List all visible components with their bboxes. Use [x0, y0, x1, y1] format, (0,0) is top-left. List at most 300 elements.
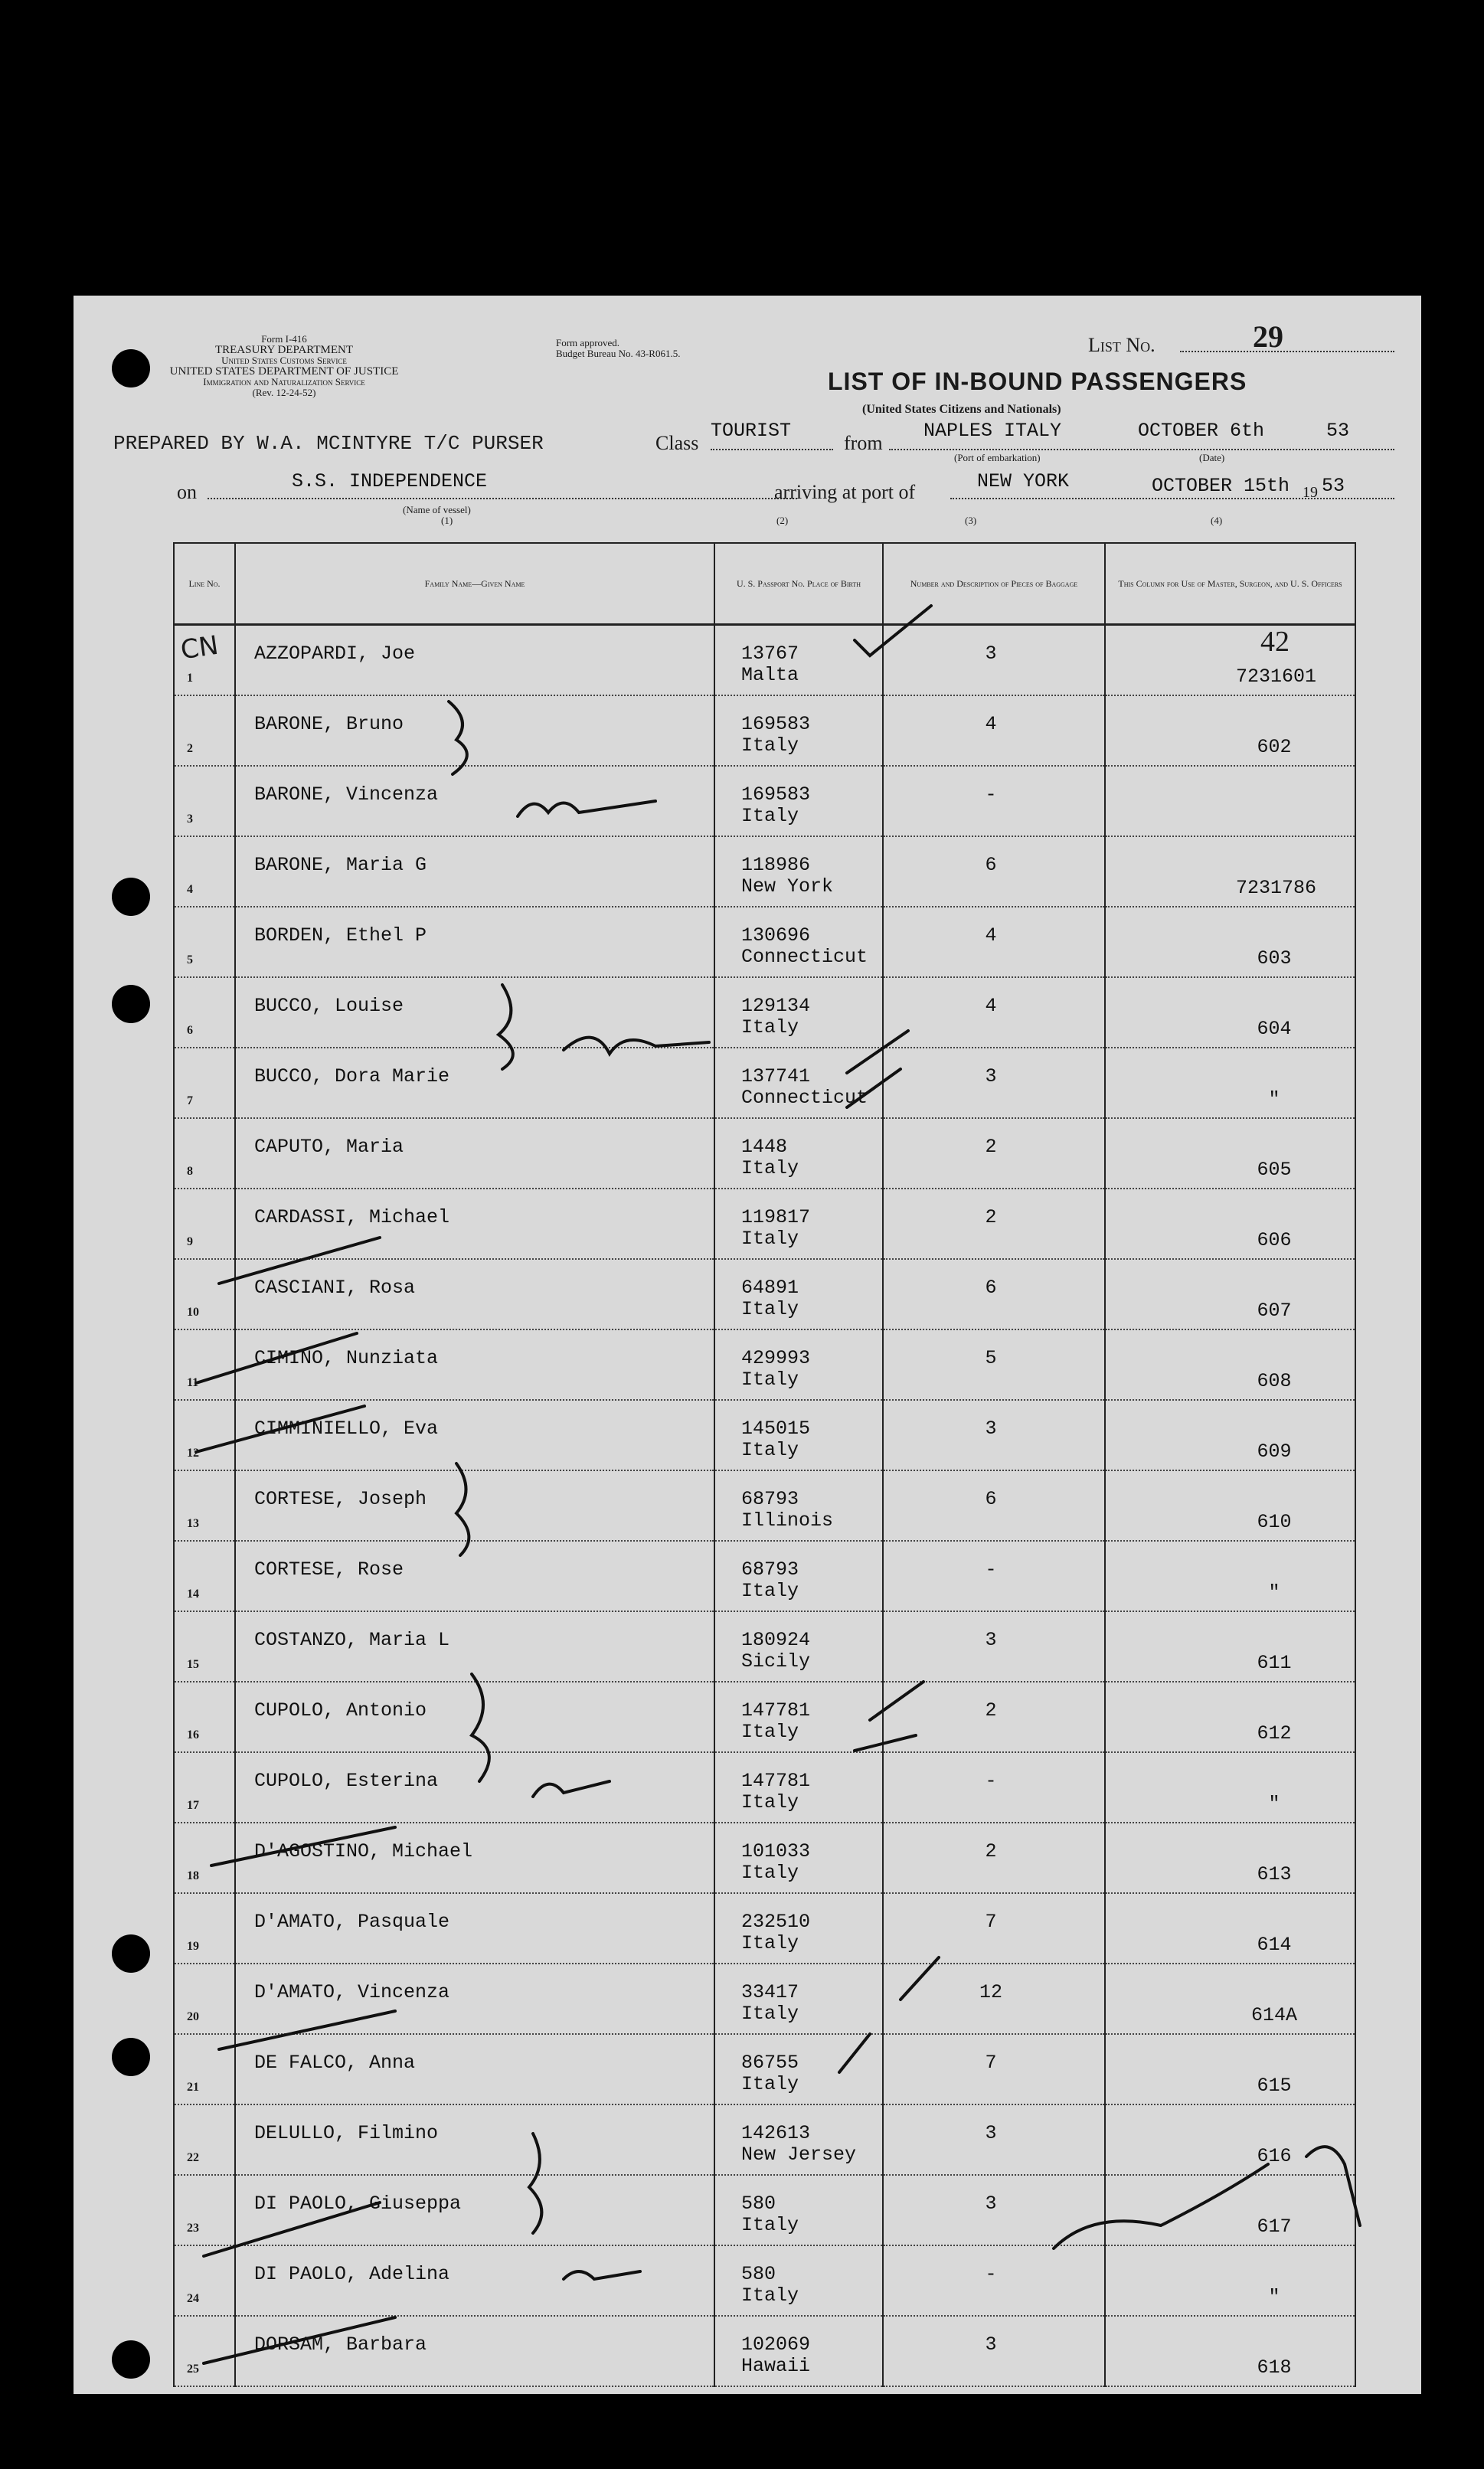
name-cell — [235, 1470, 714, 1541]
name-cell — [235, 1823, 714, 1893]
prepared-by: PREPARED BY W.A. MCINTYRE T/C PURSER — [113, 432, 544, 455]
place-of-birth: Connecticut — [741, 946, 868, 968]
passport-number: 145015 — [741, 1418, 811, 1440]
line-number: 12 — [187, 1447, 199, 1460]
baggage-count: 3 — [985, 2333, 997, 2356]
passport-number: 33417 — [741, 1981, 799, 2003]
baggage-count: 3 — [985, 1065, 997, 1087]
baggage-count: 3 — [985, 1418, 997, 1440]
baggage-cell — [883, 1964, 1105, 2034]
place-of-birth: Italy — [741, 1791, 799, 1813]
passport-number: 129134 — [741, 995, 811, 1017]
immigration-service: Immigration and Naturalization Service — [203, 376, 365, 388]
name-cell — [235, 1048, 714, 1118]
officer-cell — [1105, 1682, 1355, 1752]
document-page — [74, 296, 1421, 2394]
officer-cell — [1105, 1259, 1355, 1329]
baggage-cell — [883, 1682, 1105, 1752]
line-cell — [174, 1541, 235, 1611]
baggage-cell — [883, 766, 1105, 836]
officer-entry: 7231786 — [1236, 877, 1317, 899]
passenger-name: DELULLO, Filmino — [254, 2122, 439, 2144]
table-row — [174, 625, 1355, 696]
passport-cell — [714, 1964, 883, 2034]
name-cell — [235, 907, 714, 977]
name-cell — [235, 1400, 714, 1470]
place-of-birth: Italy — [741, 1862, 799, 1884]
baggage-cell — [883, 695, 1105, 766]
name-cell — [235, 1611, 714, 1682]
baggage-count: 4 — [985, 995, 997, 1017]
line-number: 6 — [187, 1024, 193, 1037]
header-line-no: Line No. — [174, 543, 235, 625]
line-number: 5 — [187, 953, 193, 966]
passport-number: 429993 — [741, 1347, 811, 1369]
baggage-cell — [883, 1189, 1105, 1259]
place-of-birth: Italy — [741, 1369, 799, 1391]
baggage-cell — [883, 2175, 1105, 2245]
passenger-name: AZZOPARDI, Joe — [254, 643, 416, 665]
list-no-rule — [1180, 351, 1394, 352]
passport-cell — [714, 2245, 883, 2316]
table-row — [174, 977, 1355, 1048]
baggage-count: 3 — [985, 2193, 997, 2215]
line-number: 7 — [187, 1094, 193, 1107]
table-row — [174, 2245, 1355, 2316]
place-of-birth: Italy — [741, 1157, 799, 1179]
name-cell — [235, 2034, 714, 2104]
from-value: NAPLES ITALY — [923, 420, 1062, 442]
line-number: 4 — [187, 883, 193, 896]
line-cell — [174, 1400, 235, 1470]
officer-entry: 617 — [1257, 2216, 1292, 2238]
passport-cell — [714, 1682, 883, 1752]
class-label: Class — [655, 432, 699, 454]
vessel-caption: (Name of vessel) — [403, 504, 471, 515]
line-number: 19 — [187, 1940, 199, 1953]
line-cell — [174, 2104, 235, 2175]
officer-entry: 602 — [1257, 736, 1292, 758]
officer-cell — [1105, 1541, 1355, 1611]
port-embark-caption: (Port of embarkation) — [954, 452, 1041, 463]
line-number: 20 — [187, 2010, 199, 2023]
passport-number: 119817 — [741, 1206, 811, 1228]
baggage-cell — [883, 1823, 1105, 1893]
table-row — [174, 2034, 1355, 2104]
passenger-name: CASCIANI, Rosa — [254, 1277, 416, 1299]
line-number: 23 — [187, 2222, 199, 2235]
line-cell — [174, 766, 235, 836]
passport-number: 169583 — [741, 713, 811, 735]
passport-number: 147781 — [741, 1770, 811, 1792]
officer-cell — [1105, 907, 1355, 977]
line-number: 17 — [187, 1799, 199, 1812]
place-of-birth: Italy — [741, 1580, 799, 1602]
line-number: 21 — [187, 2081, 199, 2094]
place-of-birth: Illinois — [741, 1509, 834, 1532]
name-cell — [235, 1329, 714, 1400]
punch-hole — [112, 2340, 150, 2379]
line-cell — [174, 625, 235, 696]
baggage-cell — [883, 1470, 1105, 1541]
line-cell — [174, 836, 235, 907]
officer-cell — [1105, 625, 1355, 696]
arrival-year-prefix: 19 — [1303, 484, 1318, 501]
name-cell — [235, 2316, 714, 2386]
name-cell — [235, 1259, 714, 1329]
line-number: 3 — [187, 813, 193, 826]
baggage-count: 6 — [985, 1488, 997, 1510]
name-cell — [235, 1682, 714, 1752]
baggage-count: 3 — [985, 2122, 997, 2144]
officer-cell — [1105, 836, 1355, 907]
passport-number: 64891 — [741, 1277, 799, 1299]
header-name: Family Name—Given Name — [235, 543, 714, 625]
passenger-name: CIMMINIELLO, Eva — [254, 1418, 439, 1440]
line-number: 16 — [187, 1728, 199, 1741]
punch-hole — [112, 878, 150, 916]
baggage-count: - — [985, 1558, 997, 1581]
officer-entry: 606 — [1257, 1229, 1292, 1251]
name-cell — [235, 1893, 714, 1964]
line-cell — [174, 1682, 235, 1752]
baggage-count: 7 — [985, 1911, 997, 1933]
line-number: 2 — [187, 742, 193, 755]
place-of-birth: Italy — [741, 1298, 799, 1320]
punch-hole — [112, 2038, 150, 2076]
passport-cell — [714, 836, 883, 907]
officer-cell — [1105, 1400, 1355, 1470]
place-of-birth: Italy — [741, 805, 799, 827]
name-cell — [235, 977, 714, 1048]
officer-entry: 7231601 — [1236, 665, 1317, 688]
customs-service: United States Customs Service — [221, 355, 347, 366]
line-number: 15 — [187, 1658, 199, 1671]
passport-number: 118986 — [741, 854, 811, 876]
passport-cell — [714, 1118, 883, 1189]
justice-dept: UNITED STATES DEPARTMENT OF JUSTICE — [169, 365, 399, 378]
baggage-count: - — [985, 783, 997, 806]
line-cell — [174, 2316, 235, 2386]
punch-hole — [112, 349, 150, 388]
passport-number: 13767 — [741, 643, 799, 665]
line-cell — [174, 1189, 235, 1259]
place-of-birth: Italy — [741, 1721, 799, 1743]
baggage-count: 5 — [985, 1347, 997, 1369]
table-row — [174, 1752, 1355, 1823]
line-cell — [174, 1752, 235, 1823]
baggage-cell — [883, 907, 1105, 977]
baggage-cell — [883, 1611, 1105, 1682]
passenger-name: BUCCO, Louise — [254, 995, 404, 1017]
officer-cell — [1105, 766, 1355, 836]
line-cell — [174, 1118, 235, 1189]
passenger-name: DE FALCO, Anna — [254, 2052, 416, 2074]
place-of-birth: New York — [741, 875, 834, 898]
passenger-name: CARDASSI, Michael — [254, 1206, 450, 1228]
baggage-cell — [883, 2104, 1105, 2175]
place-of-birth: Hawaii — [741, 2355, 811, 2377]
passport-number: 180924 — [741, 1629, 811, 1651]
baggage-cell — [883, 1259, 1105, 1329]
line-cell — [174, 1470, 235, 1541]
passenger-name: D'AMATO, Pasquale — [254, 1911, 450, 1933]
table-row — [174, 1189, 1355, 1259]
revision: (Rev. 12-24-52) — [252, 387, 316, 398]
place-of-birth: Italy — [741, 1228, 799, 1250]
passport-cell — [714, 1893, 883, 1964]
place-of-birth: New Jersey — [741, 2144, 857, 2166]
officer-entry: 615 — [1257, 2075, 1292, 2097]
officer-cell — [1105, 1823, 1355, 1893]
vessel-name: S.S. INDEPENDENCE — [292, 470, 488, 492]
passport-cell — [714, 1823, 883, 1893]
officer-entry: 609 — [1257, 1441, 1292, 1463]
passport-number: 580 — [741, 2193, 776, 2215]
place-of-birth: Italy — [741, 2073, 799, 2095]
passport-number: 102069 — [741, 2333, 811, 2356]
line-number: 13 — [187, 1517, 199, 1530]
line-cell — [174, 1823, 235, 1893]
place-of-birth: Italy — [741, 1932, 799, 1954]
officer-entry: 608 — [1257, 1370, 1292, 1392]
on-label: on — [177, 481, 197, 503]
line-number: 14 — [187, 1588, 199, 1601]
baggage-cell — [883, 1329, 1105, 1400]
passenger-name: COSTANZO, Maria L — [254, 1629, 450, 1651]
place-of-birth: Connecticut — [741, 1087, 868, 1109]
officer-entry: 612 — [1257, 1722, 1292, 1745]
table-row — [174, 1893, 1355, 1964]
baggage-count: 7 — [985, 2052, 997, 2074]
col1-number: (1) — [441, 515, 453, 526]
baggage-count: 12 — [979, 1981, 1002, 2003]
passenger-name: CIMINO, Nunziata — [254, 1347, 439, 1369]
line-number: 22 — [187, 2151, 199, 2164]
passenger-name: BARONE, Bruno — [254, 713, 404, 735]
line-cell — [174, 907, 235, 977]
baggage-count: 3 — [985, 1629, 997, 1651]
table-row — [174, 2316, 1355, 2386]
officer-cell — [1105, 2034, 1355, 2104]
officer-entry: " — [1268, 2286, 1280, 2308]
baggage-count: 4 — [985, 713, 997, 735]
treasury-dept: TREASURY DEPARTMENT — [214, 344, 354, 356]
passport-cell — [714, 1752, 883, 1823]
line-cell — [174, 1893, 235, 1964]
passport-cell — [714, 2175, 883, 2245]
baggage-cell — [883, 2316, 1105, 2386]
name-cell — [235, 1118, 714, 1189]
from-label: from — [844, 432, 883, 454]
officer-cell — [1105, 1611, 1355, 1682]
table-row — [174, 1048, 1355, 1118]
baggage-count: - — [985, 2263, 997, 2285]
date-caption: (Date) — [1199, 452, 1225, 463]
line-number: 24 — [187, 2292, 199, 2305]
passport-cell — [714, 625, 883, 696]
passport-cell — [714, 1329, 883, 1400]
header-baggage: Number and Description of Pieces of Baggage — [883, 543, 1105, 625]
table-row — [174, 1964, 1355, 2034]
table-row — [174, 1470, 1355, 1541]
passport-number: 142613 — [741, 2122, 811, 2144]
passport-cell — [714, 977, 883, 1048]
passport-cell — [714, 2316, 883, 2386]
passport-number: 147781 — [741, 1699, 811, 1722]
page-title: LIST OF IN-BOUND PASSENGERS — [828, 368, 1247, 395]
passenger-name: BORDEN, Ethel P — [254, 924, 427, 947]
passport-cell — [714, 907, 883, 977]
table-row — [174, 1823, 1355, 1893]
form-approved: Form approved. — [556, 337, 620, 348]
line-cell — [174, 1611, 235, 1682]
line-cell — [174, 2245, 235, 2316]
passport-cell — [714, 1541, 883, 1611]
baggage-cell — [883, 2245, 1105, 2316]
place-of-birth: Italy — [741, 1016, 799, 1038]
passenger-name: BARONE, Maria G — [254, 854, 427, 876]
handwritten-list-count: 42 — [1260, 626, 1290, 658]
line-number: 10 — [187, 1306, 199, 1319]
embark-date: OCTOBER 6th — [1138, 420, 1265, 442]
passport-number: 68793 — [741, 1558, 799, 1581]
officer-entry: 614 — [1257, 1934, 1292, 1956]
name-cell — [235, 766, 714, 836]
passport-cell — [714, 2034, 883, 2104]
embark-year: 53 — [1326, 420, 1350, 442]
name-cell — [235, 1541, 714, 1611]
officer-cell — [1105, 1893, 1355, 1964]
place-of-birth: Italy — [741, 2003, 799, 2025]
passport-cell — [714, 2104, 883, 2175]
list-no-label: List No. — [1088, 334, 1155, 356]
officer-cell — [1105, 2104, 1355, 2175]
passport-cell — [714, 695, 883, 766]
budget-bureau: Budget Bureau No. 43-R061.5. — [556, 348, 681, 359]
line-cell — [174, 695, 235, 766]
passport-number: 580 — [741, 2263, 776, 2285]
line-number: 25 — [187, 2363, 199, 2376]
vessel-rule — [208, 498, 797, 499]
baggage-cell — [883, 1048, 1105, 1118]
passport-cell — [714, 766, 883, 836]
name-cell — [235, 625, 714, 696]
place-of-birth: Italy — [741, 2214, 799, 2236]
class-value: TOURIST — [711, 420, 792, 442]
col3-number: (3) — [965, 515, 977, 526]
place-of-birth: Italy — [741, 1439, 799, 1461]
page-subtitle: (United States Citizens and Nationals) — [862, 403, 1061, 416]
passport-cell — [714, 1189, 883, 1259]
line-cell — [174, 1048, 235, 1118]
line-number: 8 — [187, 1165, 193, 1178]
baggage-cell — [883, 1541, 1105, 1611]
officer-cell — [1105, 695, 1355, 766]
table-row — [174, 1541, 1355, 1611]
officer-entry: " — [1268, 1088, 1280, 1110]
approval-block — [556, 338, 680, 359]
line-cell — [174, 1329, 235, 1400]
name-cell — [235, 2175, 714, 2245]
passenger-name: CUPOLO, Antonio — [254, 1699, 427, 1722]
passenger-name: CORTESE, Joseph — [254, 1488, 427, 1510]
officer-cell — [1105, 1118, 1355, 1189]
passport-cell — [714, 1048, 883, 1118]
baggage-count: 2 — [985, 1699, 997, 1722]
officer-cell — [1105, 1752, 1355, 1823]
officer-cell — [1105, 977, 1355, 1048]
name-cell — [235, 2245, 714, 2316]
name-cell — [235, 695, 714, 766]
officer-entry: 613 — [1257, 1863, 1292, 1885]
baggage-count: - — [985, 1770, 997, 1792]
line-cell — [174, 977, 235, 1048]
table-row — [174, 766, 1355, 836]
passport-number: 137741 — [741, 1065, 811, 1087]
passenger-table — [173, 542, 1356, 2387]
passport-cell — [714, 1470, 883, 1541]
class-rule — [711, 449, 833, 450]
line-number: 11 — [187, 1376, 199, 1389]
officer-entry: 618 — [1257, 2356, 1292, 2379]
baggage-count: 3 — [985, 643, 997, 665]
officer-cell — [1105, 1329, 1355, 1400]
passenger-name: D'AGOSTINO, Michael — [254, 1840, 473, 1862]
place-of-birth: Malta — [741, 664, 799, 686]
place-of-birth: Italy — [741, 734, 799, 757]
officer-entry: 604 — [1257, 1018, 1292, 1040]
passport-number: 1448 — [741, 1136, 788, 1158]
name-cell — [235, 1189, 714, 1259]
line-cell — [174, 1259, 235, 1329]
passenger-name: BARONE, Vincenza — [254, 783, 439, 806]
line-cell — [174, 2175, 235, 2245]
baggage-cell — [883, 977, 1105, 1048]
name-cell — [235, 836, 714, 907]
punch-hole — [112, 1934, 150, 1973]
place-of-birth: Italy — [741, 2284, 799, 2307]
baggage-cell — [883, 1893, 1105, 1964]
baggage-cell — [883, 1118, 1105, 1189]
officer-cell — [1105, 1048, 1355, 1118]
punch-hole — [112, 985, 150, 1023]
passenger-name: DI PAOLO, Adelina — [254, 2263, 450, 2285]
line-number: 9 — [187, 1235, 193, 1248]
baggage-count: 2 — [985, 1136, 997, 1158]
place-of-birth: Sicily — [741, 1650, 811, 1673]
arrival-year: 53 — [1322, 475, 1345, 497]
officer-cell — [1105, 1470, 1355, 1541]
margin-note: CN — [178, 630, 221, 666]
table-row — [174, 907, 1355, 977]
baggage-count: 6 — [985, 854, 997, 876]
officer-entry: 603 — [1257, 947, 1292, 970]
passenger-rows — [174, 625, 1355, 2387]
line-number: 1 — [187, 672, 193, 685]
passport-cell — [714, 1611, 883, 1682]
baggage-count: 6 — [985, 1277, 997, 1299]
table-row — [174, 1682, 1355, 1752]
col2-number: (2) — [776, 515, 789, 526]
passport-number: 130696 — [741, 924, 811, 947]
header-passport: U. S. Passport No. Place of Birth — [714, 543, 883, 625]
table-row — [174, 2104, 1355, 2175]
col4-number: (4) — [1211, 515, 1223, 526]
header-officers: This Column for Use of Master, Surgeon, and U. S. Officers — [1105, 543, 1355, 625]
officer-entry: 611 — [1257, 1652, 1292, 1674]
form-number: Form I-416 — [261, 333, 307, 345]
